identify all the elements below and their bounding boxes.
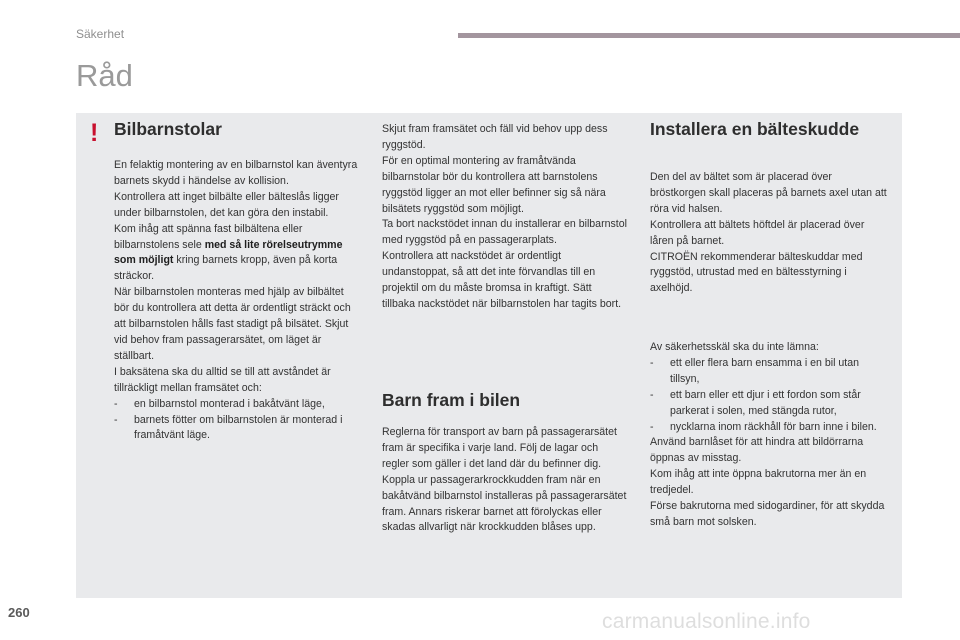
- exclamation-icon: !: [90, 119, 99, 147]
- paragraph: Koppla ur passagerarkrockkudden fram när en bakåtvänd bilbarnstol installeras på passagerarsätet fram. Annars riskerar barnet att förolyckas eller skadas allvarligt när krockkudden blåses upp.: [382, 473, 627, 534]
- page-number: 260: [8, 605, 30, 620]
- paragraph: När bilbarnstolen monteras med hjälp av bilbältet bör du kontrollera att detta är ordentligt sträckt och att bilbarnstolen hålls fast stadigt på bilsätet. Skjut vid behov fram passagerarsätet, om läget är ställbart.: [114, 286, 351, 362]
- paragraph: Kontrollera att inget bilbälte eller bälteslås ligger under bilbarnstolen, det kan göra den instabil.: [114, 190, 339, 219]
- paragraph: Ta bort nackstödet innan du installerar en bilbarnstol med ryggstöd på en passagerarplats.: [382, 218, 627, 247]
- paragraph: Reglerna för transport av barn på passagerarsätet fram är specifika i varje land. Följ de lagar och regler som gäller i det land där du befinner dig.: [382, 426, 617, 470]
- heading-children-front: Barn fram i bilen: [382, 390, 521, 410]
- paragraph: En felaktig montering av en bilbarnstol kan äventyra barnets skydd i händelse av kollision.: [114, 159, 358, 187]
- list-item: - en bilbarnstol monterad i bakåtvänt läge,: [114, 397, 325, 410]
- bold-text: med så lite rörelseutrymme som möjligt: [114, 238, 343, 267]
- header-bar: [458, 33, 960, 38]
- paragraph: Den del av bältet som är placerad över bröstkorgen skall placeras på barnets axel utan att röra vid halsen.: [650, 171, 887, 215]
- paragraph: Förse bakrutorna med sidogardiner, för att skydda små barn mot solsken.: [650, 500, 885, 528]
- paragraph: Skjut fram framsätet och fäll vid behov upp dess ryggstöd.: [382, 123, 608, 151]
- paragraph: Kom ihåg att inte öppna bakrutorna mer än en tredjedel.: [650, 468, 867, 497]
- paragraph: För en optimal montering av framåtvända bilbarnstolar bör du kontrollera att barnstolens ryggstöd ligger an mot eller befinner sig så nära bilsätets ryggstöd som möjligt.: [382, 154, 606, 215]
- paragraph: Kom ihåg att spänna fast bilbältena eller bilbarnstolens sele med så lite rörelseutrymme som möjligt kring barnets kropp, även på korta sträckor.: [114, 222, 343, 283]
- list-item: - ett eller flera barn ensamma i en bil utan tillsyn,: [650, 356, 860, 385]
- paragraph: Kontrollera att bältets höftdel är placerad över låren på barnet.: [650, 218, 865, 247]
- list-item: - nycklarna inom räckhåll för barn inne i bilen.: [650, 420, 877, 433]
- paragraph: Använd barnlåset för att hindra att bildörrarna öppnas av misstag.: [650, 436, 864, 465]
- paragraph: CITROËN rekommenderar bälteskuddar med ryggstöd, utrustad med en bältesstyrning i axelhöjd.: [650, 250, 863, 295]
- section-title: Säkerhet: [76, 27, 125, 41]
- page-title: Råd: [76, 58, 133, 93]
- paragraph: Av säkerhetsskäl ska du inte lämna:: [650, 341, 819, 353]
- heading-booster-seat: Installera en bälteskudde: [650, 119, 860, 139]
- paragraph: Kontrollera att nackstödet är ordentligt undanstoppat, så att det inte förvandlas till en projektil om du måste bromsa in kraftigt. Sätt tillbaka nackstödet när bilbarnstolen har tagits bort.: [382, 250, 622, 310]
- list-item: - barnets fötter om bilbarnstolen är monterad i framåtvänt läge.: [114, 413, 343, 442]
- watermark: carmanualsonline.info: [602, 610, 811, 633]
- list-item: - ett barn eller ett djur i ett fordon som står parkerat i solen, med stängda rutor,: [650, 388, 861, 417]
- paragraph: I baksätena ska du alltid se till att avståndet är tillräckligt mellan framsätet och:: [114, 365, 331, 394]
- heading-child-seats: Bilbarnstolar: [114, 119, 222, 139]
